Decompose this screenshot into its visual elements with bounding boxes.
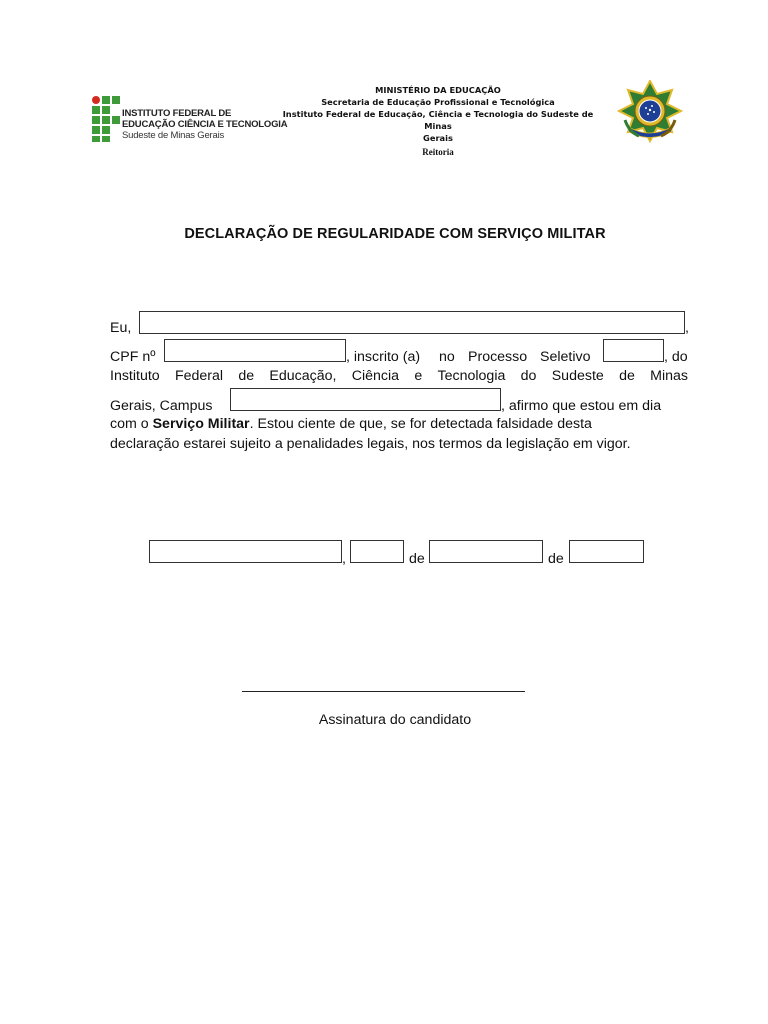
name-field[interactable]: [139, 311, 685, 334]
paragraph-line-institute: [110, 366, 688, 386]
logo-text-line3: Sudeste de Minas Gerais: [122, 130, 225, 141]
date-comma: ,: [342, 551, 346, 567]
word: Educação,: [269, 368, 337, 384]
year-field[interactable]: [569, 540, 644, 563]
word: Ciência: [351, 368, 400, 384]
label-no: no: [439, 349, 455, 365]
day-field[interactable]: [350, 540, 404, 563]
campus-field[interactable]: [230, 388, 501, 411]
signature-line[interactable]: [242, 691, 525, 692]
label-cpf: CPF nº: [110, 349, 156, 365]
paragraph-line-servico: [110, 414, 688, 434]
word: de: [238, 368, 255, 384]
word: e: [414, 368, 423, 384]
date-de-1: de: [409, 551, 425, 567]
signature-label: Assinatura do candidato: [318, 712, 472, 728]
label-processo: Processo: [468, 349, 528, 365]
header-unit: Reitoria: [422, 147, 454, 157]
brazil-coat-of-arms-icon: [617, 80, 683, 144]
text-com-o: com o: [110, 416, 149, 432]
processo-seletivo-field[interactable]: [603, 339, 664, 362]
logo-text-line2: EDUCAÇÃO CIÊNCIA E TECNOLOGIA: [122, 119, 288, 130]
label-eu: Eu,: [110, 320, 132, 336]
label-seletivo: Seletivo: [540, 349, 591, 365]
document-title: DECLARAÇÃO DE REGULARIDADE COM SERVIÇO MILITAR: [184, 226, 606, 242]
header-secretariat: Secretaria de Educação Profissional e Tecnológica: [321, 97, 555, 107]
paragraph-line-declaracao: declaração estarei sujeito a penalidades legais, nos termos da legislação em vigor.: [110, 436, 631, 452]
header-ministry: MINISTÉRIO DA EDUCAÇÃO: [375, 85, 501, 95]
label-afirmo: , afirmo que estou em dia: [501, 398, 662, 414]
word: Sudeste: [551, 368, 604, 384]
cpf-field[interactable]: [164, 339, 346, 362]
month-field[interactable]: [429, 540, 543, 563]
header-institute-line1: Instituto Federal de Educação, Ciência e Tecnologia do Sudeste de Minas: [282, 109, 594, 131]
document-header: [270, 84, 606, 158]
word: Instituto: [110, 368, 160, 384]
word: Minas: [650, 368, 688, 384]
word: do: [520, 368, 537, 384]
label-gerais-campus: Gerais, Campus: [110, 398, 213, 414]
date-de-2: de: [548, 551, 564, 567]
label-inscrito: , inscrito (a): [346, 349, 421, 365]
word: Federal: [174, 368, 224, 384]
text-servico-militar: Serviço Militar: [152, 416, 250, 432]
if-logo: [92, 96, 288, 144]
header-institute-line2: Gerais: [423, 133, 453, 143]
label-do: , do: [664, 349, 688, 365]
if-logo-icon: [92, 96, 120, 142]
word: de: [619, 368, 635, 384]
comma-after-name: ,: [685, 320, 689, 336]
city-field[interactable]: [149, 540, 342, 563]
logo-text-line1: INSTITUTO FEDERAL DE: [122, 108, 232, 119]
text-estou-ciente: . Estou ciente de que, se for detectada falsidade desta: [249, 416, 592, 432]
word: Tecnologia: [437, 368, 506, 384]
